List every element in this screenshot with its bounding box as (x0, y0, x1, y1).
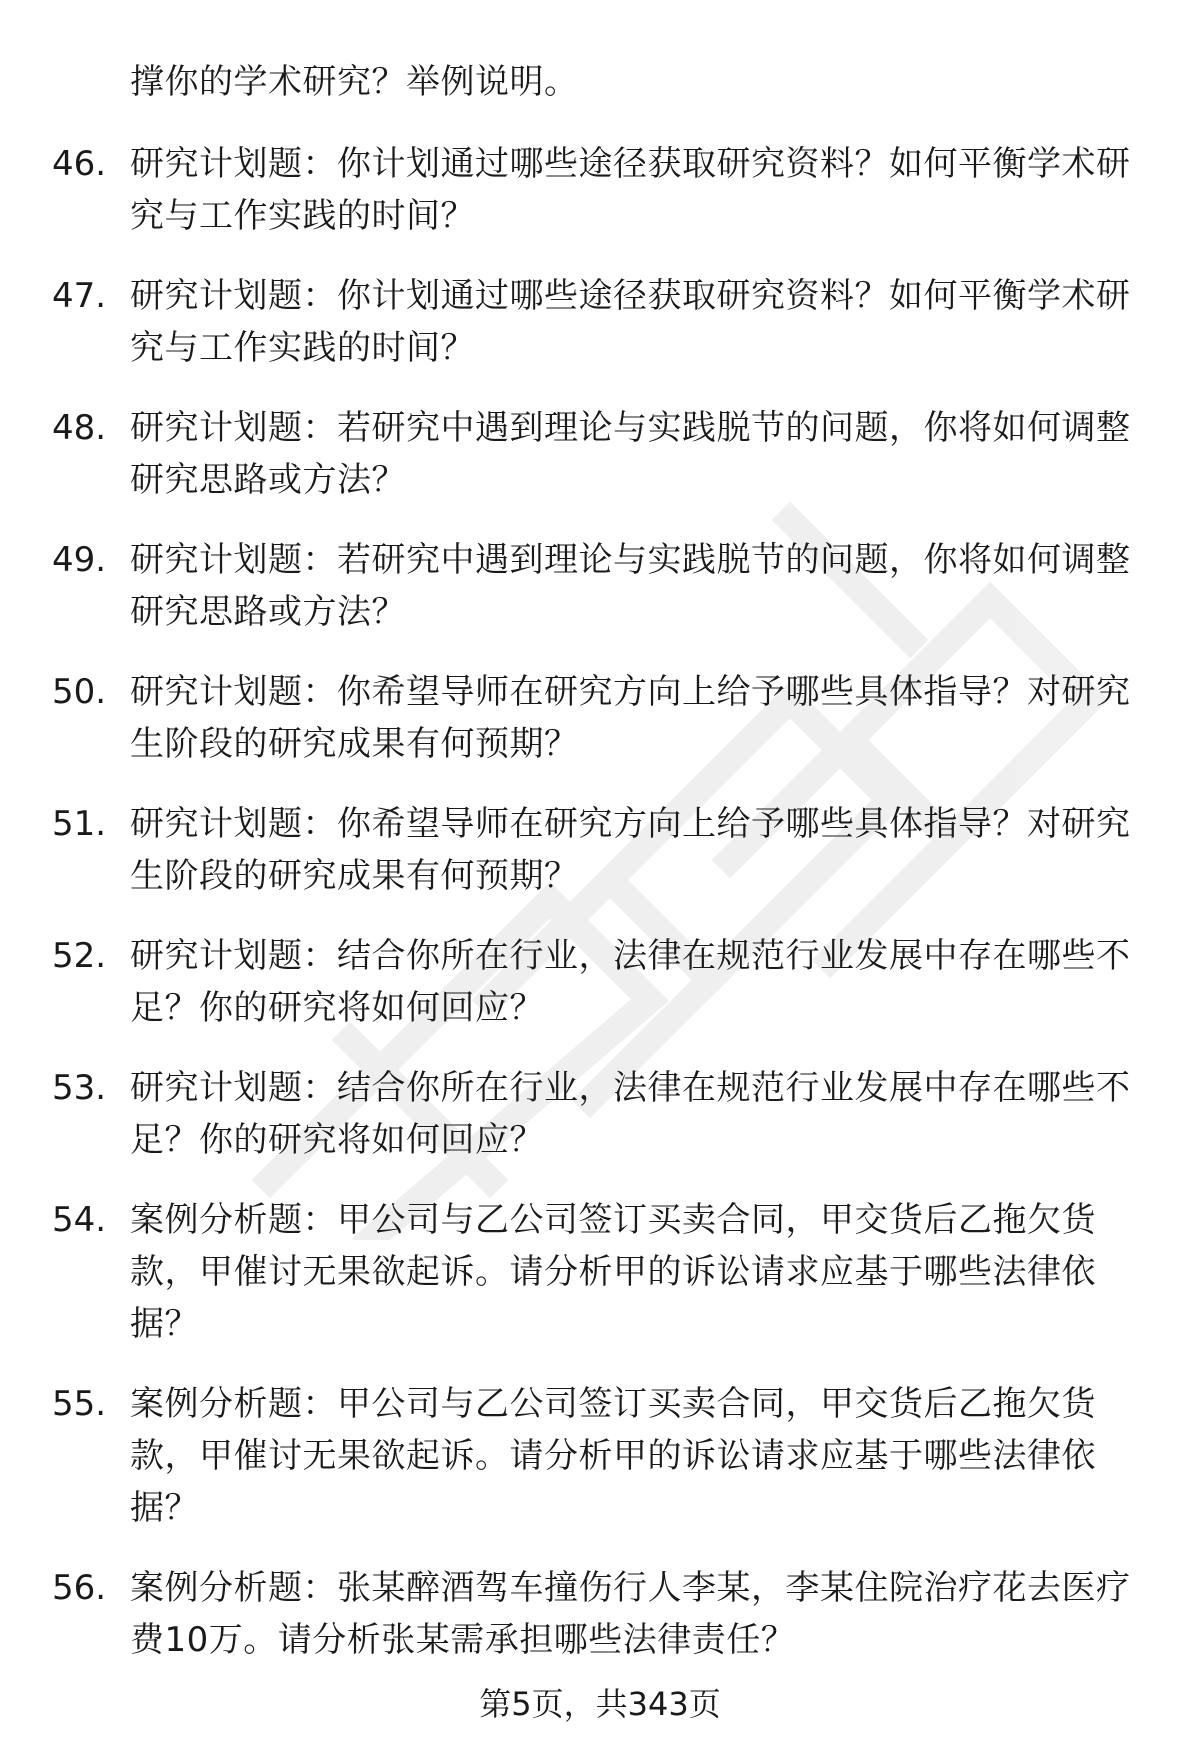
question-text: 研究计划题：你计划通过哪些途径获取研究资料？如何平衡学术研究与工作实践的时间？ (130, 144, 1131, 236)
question-text: 研究计划题：你计划通过哪些途径获取研究资料？如何平衡学术研究与工作实践的时间？ (130, 276, 1131, 368)
question-number: 53. (52, 1068, 107, 1108)
question-text: 案例分析题：甲公司与乙公司签订买卖合同，甲交货后乙拖欠货款，甲催讨无果欲起诉。请分析甲的诉讼请求应基于哪些法律依据？ (130, 1384, 1096, 1528)
question-text: 案例分析题：张某醉酒驾车撞伤行人李某，李某住院治疗花去医疗费10万。请分析张某需承担哪些法律责任？ (130, 1568, 1131, 1660)
continued-question-line: 撑你的学术研究？举例说明。 (130, 62, 579, 102)
question-number: 46. (52, 144, 107, 184)
question-text: 案例分析题：甲公司与乙公司签订买卖合同，甲交货后乙拖欠货款，甲催讨无果欲起诉。请分析甲的诉讼请求应基于哪些法律依据？ (130, 1200, 1096, 1344)
list-item (0, 798, 1200, 902)
question-number: 47. (52, 276, 107, 316)
list-item (0, 534, 1200, 638)
question-number: 55. (52, 1384, 107, 1424)
page-footer: 第5页，共343页 (479, 1685, 721, 1723)
question-text: 研究计划题：若研究中遇到理论与实践脱节的问题，你将如何调整研究思路或方法？ (130, 540, 1131, 632)
list-item (0, 138, 1200, 242)
question-text: 研究计划题：结合你所在行业，法律在规范行业发展中存在哪些不足？你的研究将如何回应？ (130, 1068, 1131, 1160)
question-number: 56. (52, 1568, 107, 1608)
question-number: 50. (52, 672, 107, 712)
list-item (0, 930, 1200, 1034)
list-item (0, 1378, 1200, 1534)
list-item (0, 1194, 1200, 1350)
question-text: 研究计划题：你希望导师在研究方向上给予哪些具体指导？对研究生阶段的研究成果有何预期？ (130, 804, 1131, 896)
question-text: 研究计划题：你希望导师在研究方向上给予哪些具体指导？对研究生阶段的研究成果有何预期？ (130, 672, 1131, 764)
question-text: 研究计划题：若研究中遇到理论与实践脱节的问题，你将如何调整研究思路或方法？ (130, 408, 1131, 500)
list-item (0, 1562, 1200, 1666)
question-number: 52. (52, 936, 107, 976)
list-item (0, 1062, 1200, 1166)
question-number: 54. (52, 1200, 107, 1240)
list-item (0, 270, 1200, 374)
question-list (0, 138, 1200, 1694)
list-item (0, 402, 1200, 506)
question-number: 51. (52, 804, 107, 844)
question-number: 48. (52, 408, 107, 448)
list-item (0, 666, 1200, 770)
question-text: 研究计划题：结合你所在行业，法律在规范行业发展中存在哪些不足？你的研究将如何回应？ (130, 936, 1131, 1028)
question-number: 49. (52, 540, 107, 580)
